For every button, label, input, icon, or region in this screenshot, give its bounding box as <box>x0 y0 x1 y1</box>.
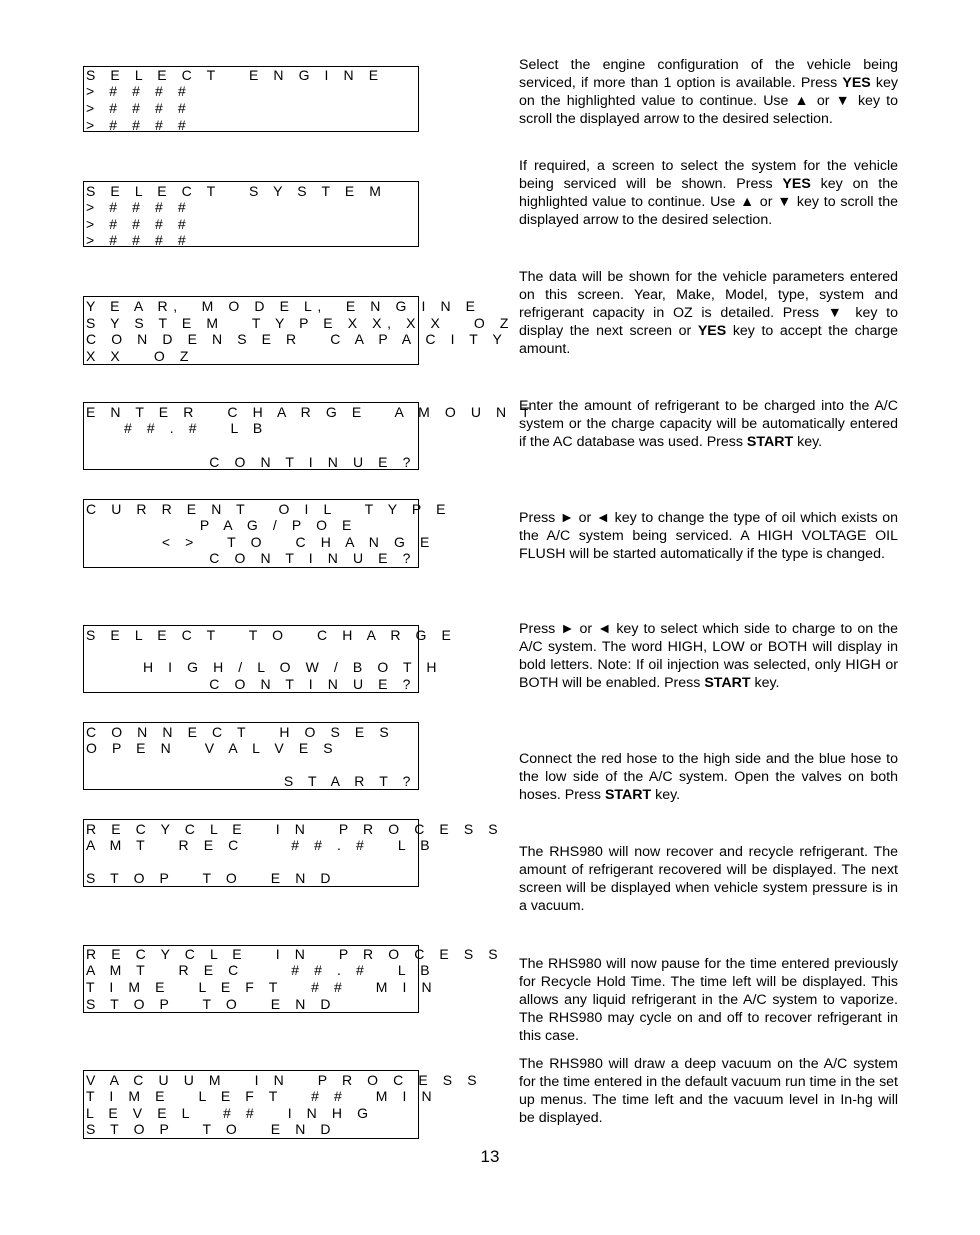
lcd-screen-enter-charge-amount <box>83 402 536 470</box>
lcd-screen-vehicle-data <box>83 296 515 365</box>
paragraph-vacuum <box>519 1055 898 1127</box>
text-run-bold: START <box>604 787 652 803</box>
lcd-line: C O N T I N U E ? <box>209 676 416 692</box>
lcd-line: # # . # L B <box>86 420 268 436</box>
text-run: If required, a screen to select the system for the vehicle being serviced will be shown. Press <box>519 158 898 192</box>
paragraph-vehicle-data <box>519 268 898 358</box>
lcd-screen-recycle-in-process <box>83 819 504 887</box>
lcd-line: L E V E L # # I N H G <box>86 1105 374 1121</box>
paragraph-recover-recycle <box>519 843 898 915</box>
lcd-screen-recycle-hold <box>83 945 504 1013</box>
text-run-bold: YES <box>697 323 727 339</box>
lcd-line: S T O P T O E N D <box>86 996 337 1012</box>
lcd-line: S T O P T O E N D <box>86 870 337 886</box>
text-run: key. <box>750 675 780 691</box>
lcd-line: S E L E C T T O C H A R G E <box>86 627 457 643</box>
lcd-line: > # # # # <box>86 100 192 116</box>
lcd-line <box>86 854 416 870</box>
lcd-line: C O N T I N U E ? <box>209 454 416 470</box>
page-number: 13 <box>480 1147 500 1166</box>
text-run-bold: YES <box>782 176 811 192</box>
lcd-line: S T A R T ? <box>283 773 416 789</box>
paragraph-enter-charge <box>519 397 898 451</box>
lcd-line: > # # # # <box>86 216 192 232</box>
lcd-screen-current-oil-type <box>83 499 452 568</box>
lcd-line <box>86 757 416 773</box>
text-run: Select the engine configuration of the vehicle being serviced, if more than 1 option is available. Press <box>519 57 898 91</box>
lcd-line: E N T E R C H A R G E A M O U N T <box>86 404 536 420</box>
text-run: Connect the red hose to the high side and the blue hose to the low side of the A/C system. Open the valves on both hoses. Press <box>519 751 898 803</box>
lcd-line: > # # # # <box>86 83 192 99</box>
lcd-line: C U R R E N T O I L T Y P E <box>86 501 452 517</box>
lcd-line: X X O Z <box>86 348 194 364</box>
paragraph-select-charge-side <box>519 620 898 692</box>
text-run: The RHS980 will now pause for the time entered previously for Recycle Hold Time. The time left will be displayed. This allows any liquid refrigerant in the A/C system to vaporize. The RHS980 may cycle on and off to recover refrigerant in this case. <box>519 956 898 1044</box>
lcd-line: C O N T I N U E ? <box>209 550 416 566</box>
text-run: Press ► or ◄ key to select which side to charge to on the A/C system. The word HIGH, LOW or BOTH will display in bold letters. Note: If oil injection was selected, only HIGH or BOTH will be enabled. Press <box>519 621 898 691</box>
text-run: key on the highlighted value to continue. Use ▲ or ▼ key to scroll the displayed arrow to the desired selection. <box>519 176 898 228</box>
lcd-line: > # # # # <box>86 199 192 215</box>
lcd-line: S Y S T E M T Y P E X X, X X O Z <box>86 315 515 331</box>
paragraph-connect-hoses <box>519 750 898 804</box>
lcd-line: S T O P T O E N D <box>86 1121 337 1137</box>
text-run-bold: START <box>746 434 794 450</box>
text-run: The RHS980 will now recover and recycle refrigerant. The amount of refrigerant recovered will be displayed. The next screen will be displayed when vehicle system pressure is in a vacuum. <box>519 844 898 914</box>
lcd-line: < > T O C H A N G E <box>86 534 435 550</box>
lcd-line: T I M E L E F T # # M I N <box>86 1088 438 1104</box>
lcd-screen-connect-hoses <box>83 722 419 790</box>
text-run: key to accept the charge amount. <box>519 323 898 357</box>
text-run: Enter the amount of refrigerant to be charged into the A/C system or the charge capacity will be automatically entered if the AC database was used. Press <box>519 398 898 450</box>
text-run: Press ► or ◄ key to change the type of oil which exists on the A/C system being serviced. A HIGH VOLTAGE OIL FLUSH will be started automatically if the type is changed. <box>519 510 898 562</box>
lcd-line: O P E N V A L V E S <box>86 740 339 756</box>
lcd-line: R E C Y C L E I N P R O C E S S <box>86 821 504 837</box>
lcd-line: S E L E C T E N G I N E <box>86 67 384 83</box>
lcd-line: C O N D E N S E R C A P A C I T Y <box>86 331 508 347</box>
paragraph-select-system <box>519 157 898 229</box>
text-run: key. <box>651 787 681 803</box>
lcd-line: C O N N E C T H O S E S <box>86 724 395 740</box>
lcd-line: Y E A R, M O D E L, E N G I N E <box>86 298 481 314</box>
lcd-line: > # # # # <box>86 232 192 248</box>
lcd-screen-vacuum-in-process <box>83 1070 483 1139</box>
lcd-line <box>86 643 416 659</box>
lcd-line: A M T R E C # # . # L B <box>86 837 436 853</box>
lcd-screen-select-engine <box>83 66 419 132</box>
lcd-line: V A C U U M I N P R O C E S S <box>86 1072 483 1088</box>
text-run-bold: START <box>704 675 751 691</box>
lcd-line: > # # # # <box>86 117 192 133</box>
lcd-line: H I G H / L O W / B O T H <box>86 659 443 675</box>
paragraph-select-engine <box>519 56 898 128</box>
lcd-screen-select-to-charge <box>83 625 457 693</box>
lcd-line <box>86 437 416 453</box>
paragraph-oil-type <box>519 509 898 563</box>
lcd-line: A M T R E C # # . # L B <box>86 962 436 978</box>
lcd-line: P A G / P O E <box>86 517 357 533</box>
text-run: The data will be shown for the vehicle parameters entered on this screen. Year, Make, Model, type, system and refrigerant capacity in OZ is detailed. Press ▼ key to display the next screen or <box>519 269 898 339</box>
text-run: key on the highlighted value to continue. Use ▲ or ▼ key to scroll the displayed arrow to the desired selection. <box>519 75 898 127</box>
text-run: key. <box>793 434 823 450</box>
paragraph-recycle-hold <box>519 955 898 1045</box>
lcd-line: R E C Y C L E I N P R O C E S S <box>86 946 504 962</box>
lcd-screen-select-system <box>83 181 419 247</box>
text-run-bold: YES <box>842 75 871 91</box>
lcd-line: T I M E L E F T # # M I N <box>86 979 438 995</box>
lcd-line: S E L E C T S Y S T E M <box>86 183 387 199</box>
text-run: The RHS980 will draw a deep vacuum on the A/C system for the time entered in the default vacuum run time in the set up menus. The time left and the vacuum level in In-hg will be displayed. <box>519 1056 898 1126</box>
